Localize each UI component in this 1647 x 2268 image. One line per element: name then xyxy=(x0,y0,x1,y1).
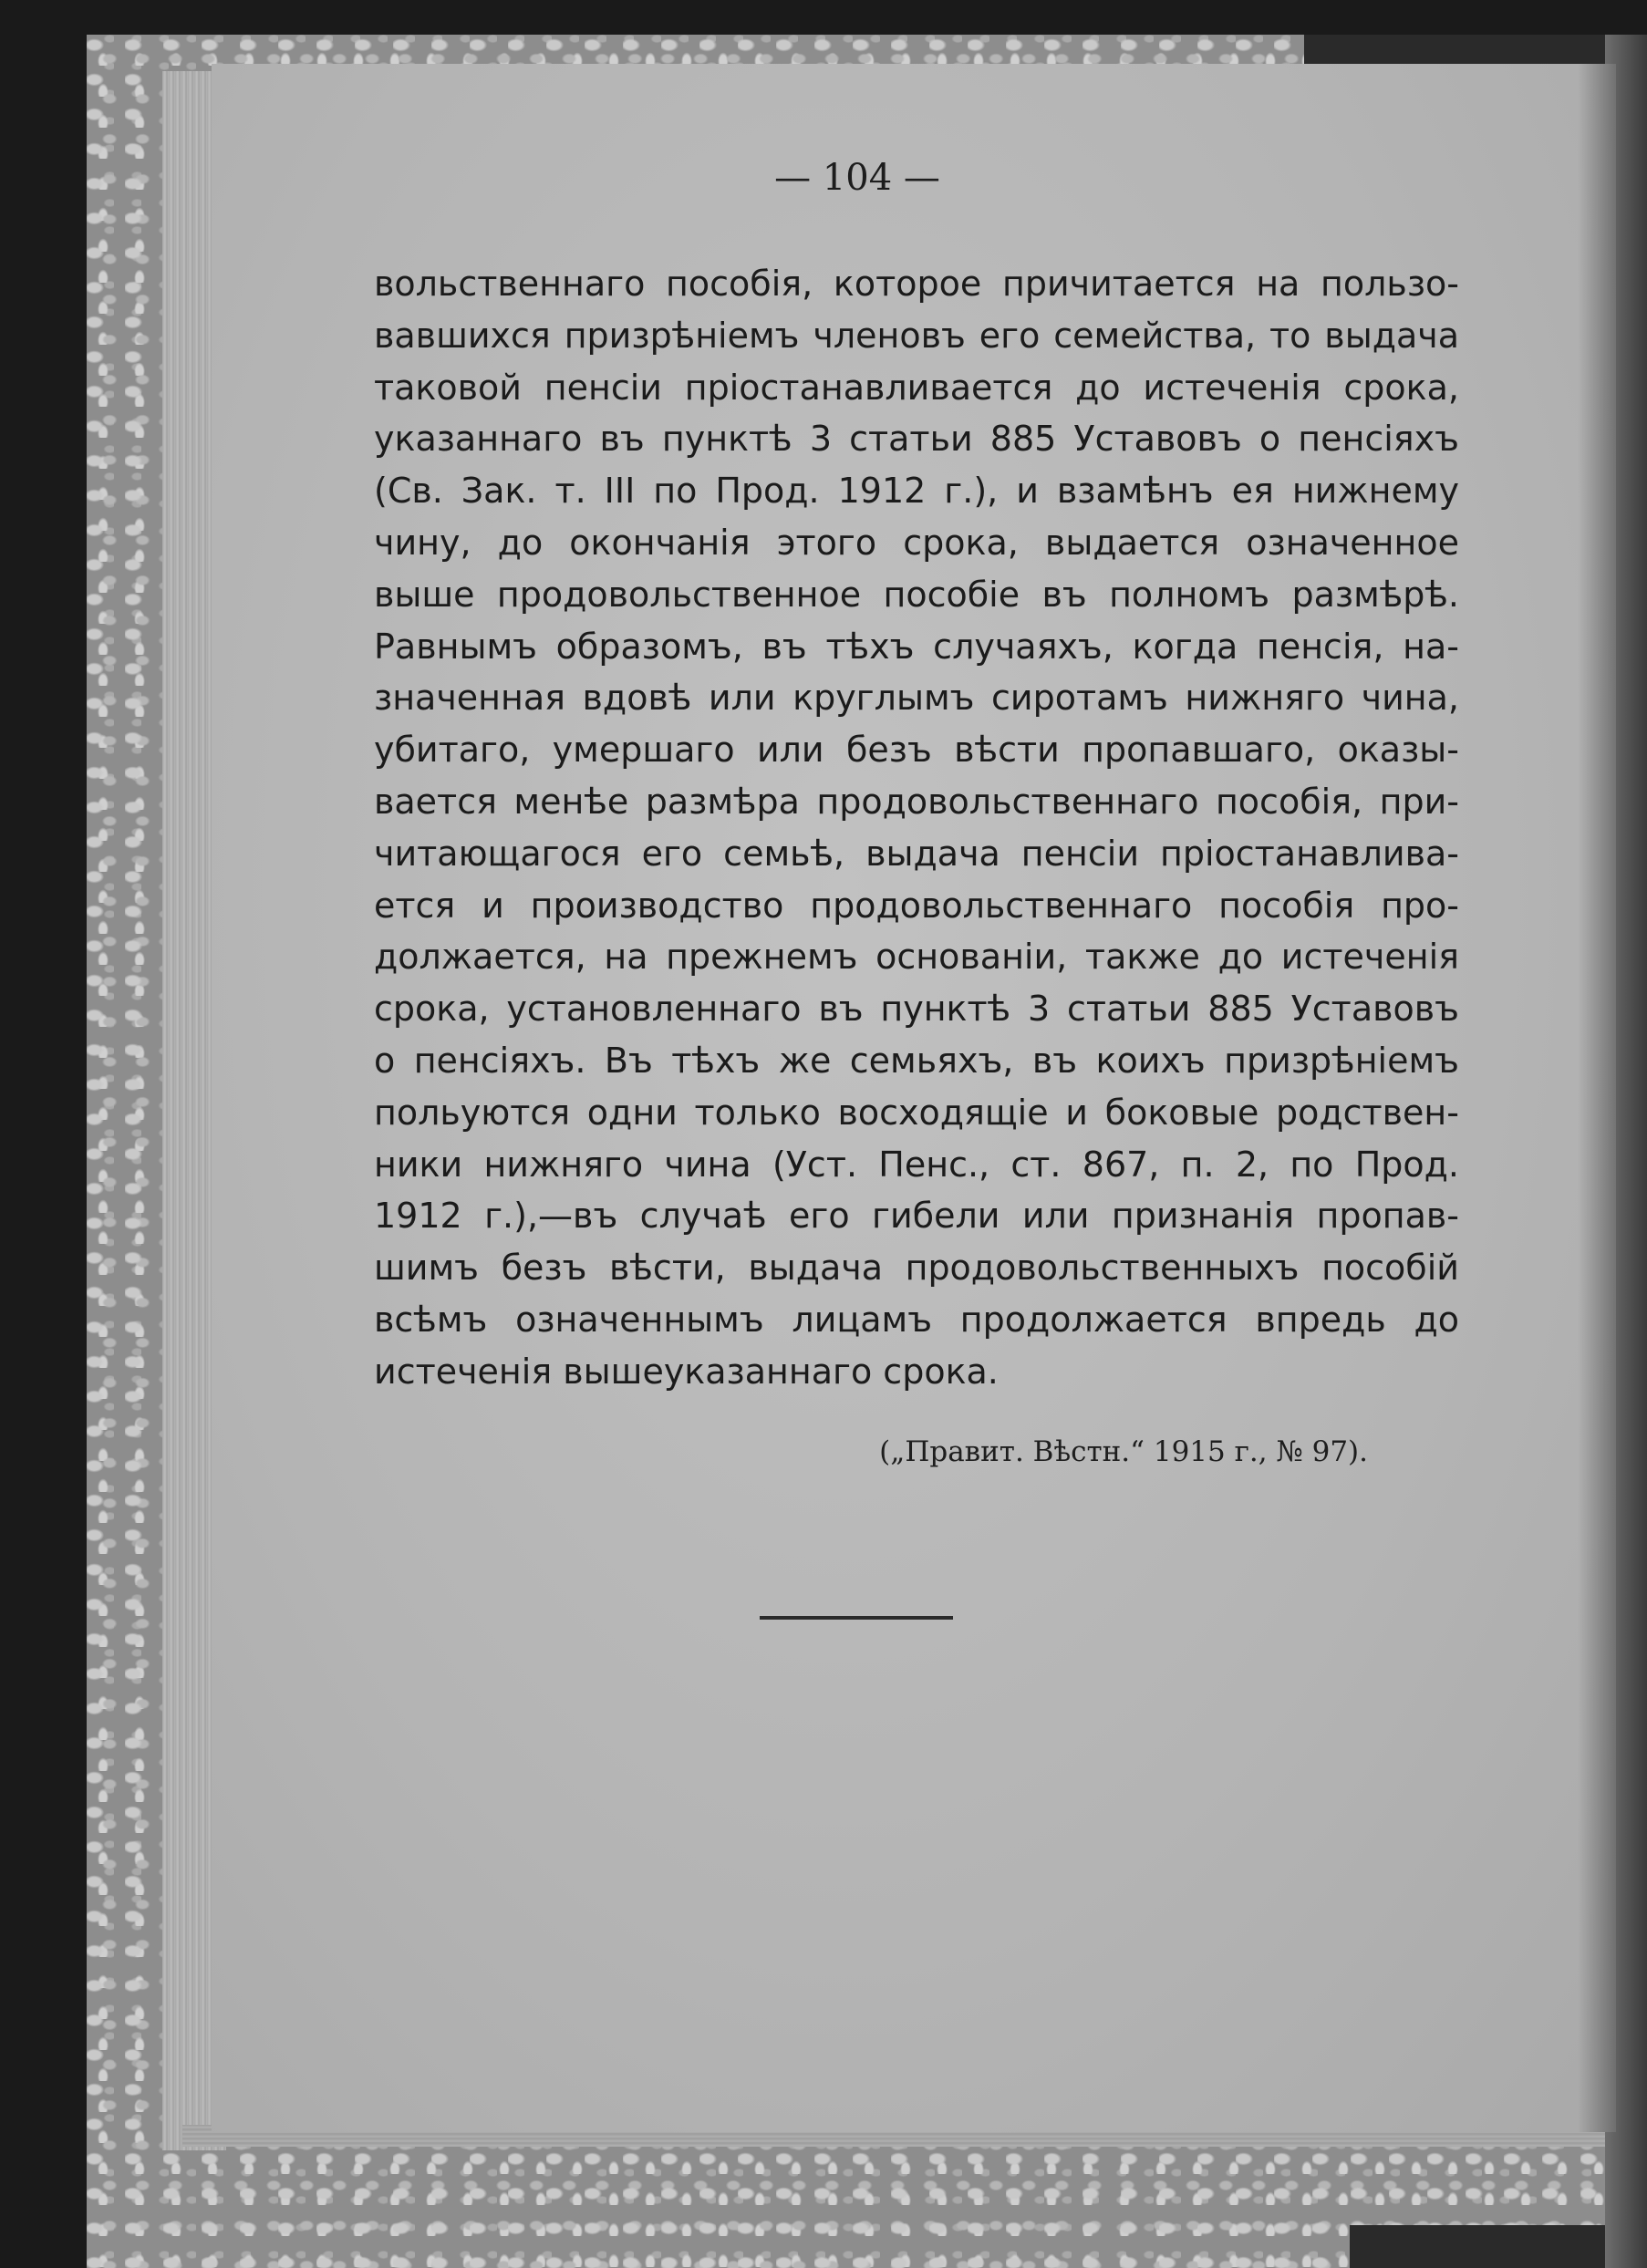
text-line: выше продовольственное пособіе въ полномъ размѣрѣ. xyxy=(374,574,1459,615)
text-line: истеченія вышеуказаннаго срока. xyxy=(374,1351,999,1392)
text-line: вольственнаго пособія, которое причитается на пользо- xyxy=(374,264,1459,304)
text-line: должается, на прежнемъ основаніи, также до истеченія xyxy=(374,937,1459,978)
text-line: вавшихся призрѣніемъ членовъ его семейства, то выдача xyxy=(374,315,1459,356)
text-line: 1912 г.),—въ случаѣ его гибели или признанія пропав- xyxy=(374,1196,1459,1237)
text-line: (Св. Зак. т. III по Прод. 1912 г.), и взамѣнъ ея нижнему xyxy=(374,471,1459,512)
text-line: шимъ безъ вѣсти, выдача продовольственныхъ пособій xyxy=(374,1248,1459,1289)
text-line: ется и производство продовольственнаго пособія про- xyxy=(374,885,1459,926)
text-line: читающагося его семьѣ, выдача пенсіи пріостанавлива- xyxy=(374,833,1459,874)
text-line: убитаго, умершаго или безъ вѣсти пропавшаго, оказы- xyxy=(374,730,1459,771)
end-rule-divider xyxy=(760,1616,953,1620)
source-citation: („Правит. Вѣстн.“ 1915 г., № 97). xyxy=(879,1435,1368,1468)
text-line: таковой пенсіи пріостанавливается до истеченія срока, xyxy=(374,367,1459,408)
text-line: вается менѣе размѣра продовольственнаго пособія, при- xyxy=(374,781,1459,822)
text-line: указаннаго въ пунктѣ 3 статьи 885 Уставовъ о пенсіяхъ xyxy=(374,419,1459,460)
text-line: ники нижняго чина (Уст. Пенс., ст. 867, п. 2, по Прод. xyxy=(374,1144,1459,1185)
text-line: срока, установленнаго въ пунктѣ 3 статьи 885 Уставовъ xyxy=(374,989,1459,1030)
text-line: о пенсіяхъ. Въ тѣхъ же семьяхъ, въ коихъ призрѣніемъ xyxy=(374,1040,1459,1081)
text-line: польуются одни только восходящіе и боковые родствен- xyxy=(374,1092,1459,1133)
page-gutter-shadow xyxy=(1578,64,1616,2132)
text-line: Равнымъ образомъ, въ тѣхъ случаяхъ, когда пенсія, на- xyxy=(374,626,1459,667)
text-line: чину, до окончанія этого срока, выдается означенное xyxy=(374,522,1459,563)
cover-corner-bottom xyxy=(1350,2225,1647,2268)
body-text xyxy=(374,258,1459,1398)
page-number: — 104 — xyxy=(774,157,940,199)
text-line: всѣмъ означеннымъ лицамъ продолжается впредь до xyxy=(374,1299,1459,1340)
text-line: значенная вдовѣ или круглымъ сиротамъ нижняго чина, xyxy=(374,678,1459,719)
